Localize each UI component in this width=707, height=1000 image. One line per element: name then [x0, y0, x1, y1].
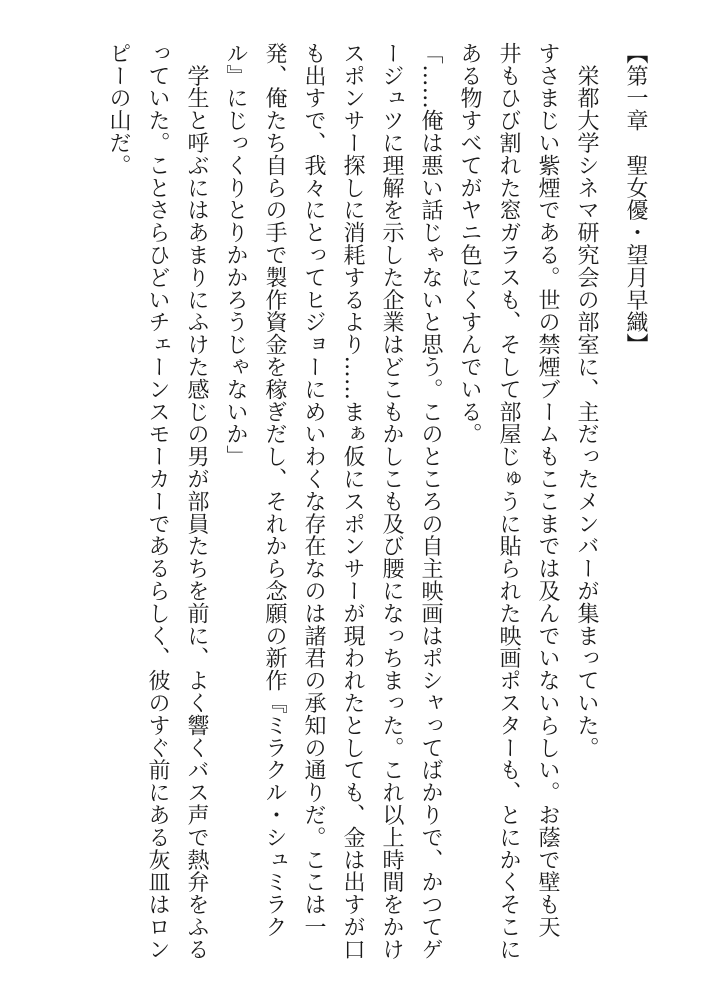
- text-line: 井もひび割れた窓ガラスも、そして部屋じゅうに貼られた映画ポスターも、とにかくそこに: [496, 42, 521, 961]
- text-line: ル』にじっくりとりかかろうじゃないか」: [223, 42, 248, 468]
- text-line: 学生と呼ぶにはあまりにふけた感じの男が部員たちを前に、よく響くバス声で熱弁をふる: [184, 42, 209, 961]
- text-line: っていた。ことさらひどいチェーンスモーカーであるらしく、彼のすぐ前にある灰皿はロン: [145, 42, 170, 961]
- text-line: ージュツに理解を示した企業はどこもかしこも及び腰になっちまった。これ以上時間をかけ: [379, 42, 404, 961]
- text-line: スポンサー探しに消耗するより……まぁ仮にスポンサーが現われたとしても、金は出すが口: [340, 42, 365, 961]
- vertical-text-body: [99, 42, 655, 977]
- text-line: 発、俺たち自らの手で製作資金を稼ぎだし、それから念願の新作『ミラクル・シュミラク: [262, 42, 287, 938]
- text-line: ある物すべてがヤニ色にくすんでいる。: [457, 42, 482, 446]
- text-line: 栄都大学シネマ研究会の部室に、主だったメンバーが集まっていた。: [574, 42, 599, 759]
- chapter-heading: 【第一章 聖女優・望月早織】: [623, 42, 648, 356]
- text-line: すさまじい紫煙である。世の禁煙ブームもここまでは及んでいないらしい。お蔭で壁も天: [535, 42, 560, 938]
- text-line: 「……俺は悪い話じゃないと思う。このところの自主映画はポシャってばかりで、かつてゲ: [418, 42, 443, 961]
- text-line: ピーの山だ。: [106, 42, 131, 177]
- text-line: も出すで、我々にとってヒジョーにめいわくな存在なのは諸君の承知の通りだ。ここは一: [301, 42, 326, 938]
